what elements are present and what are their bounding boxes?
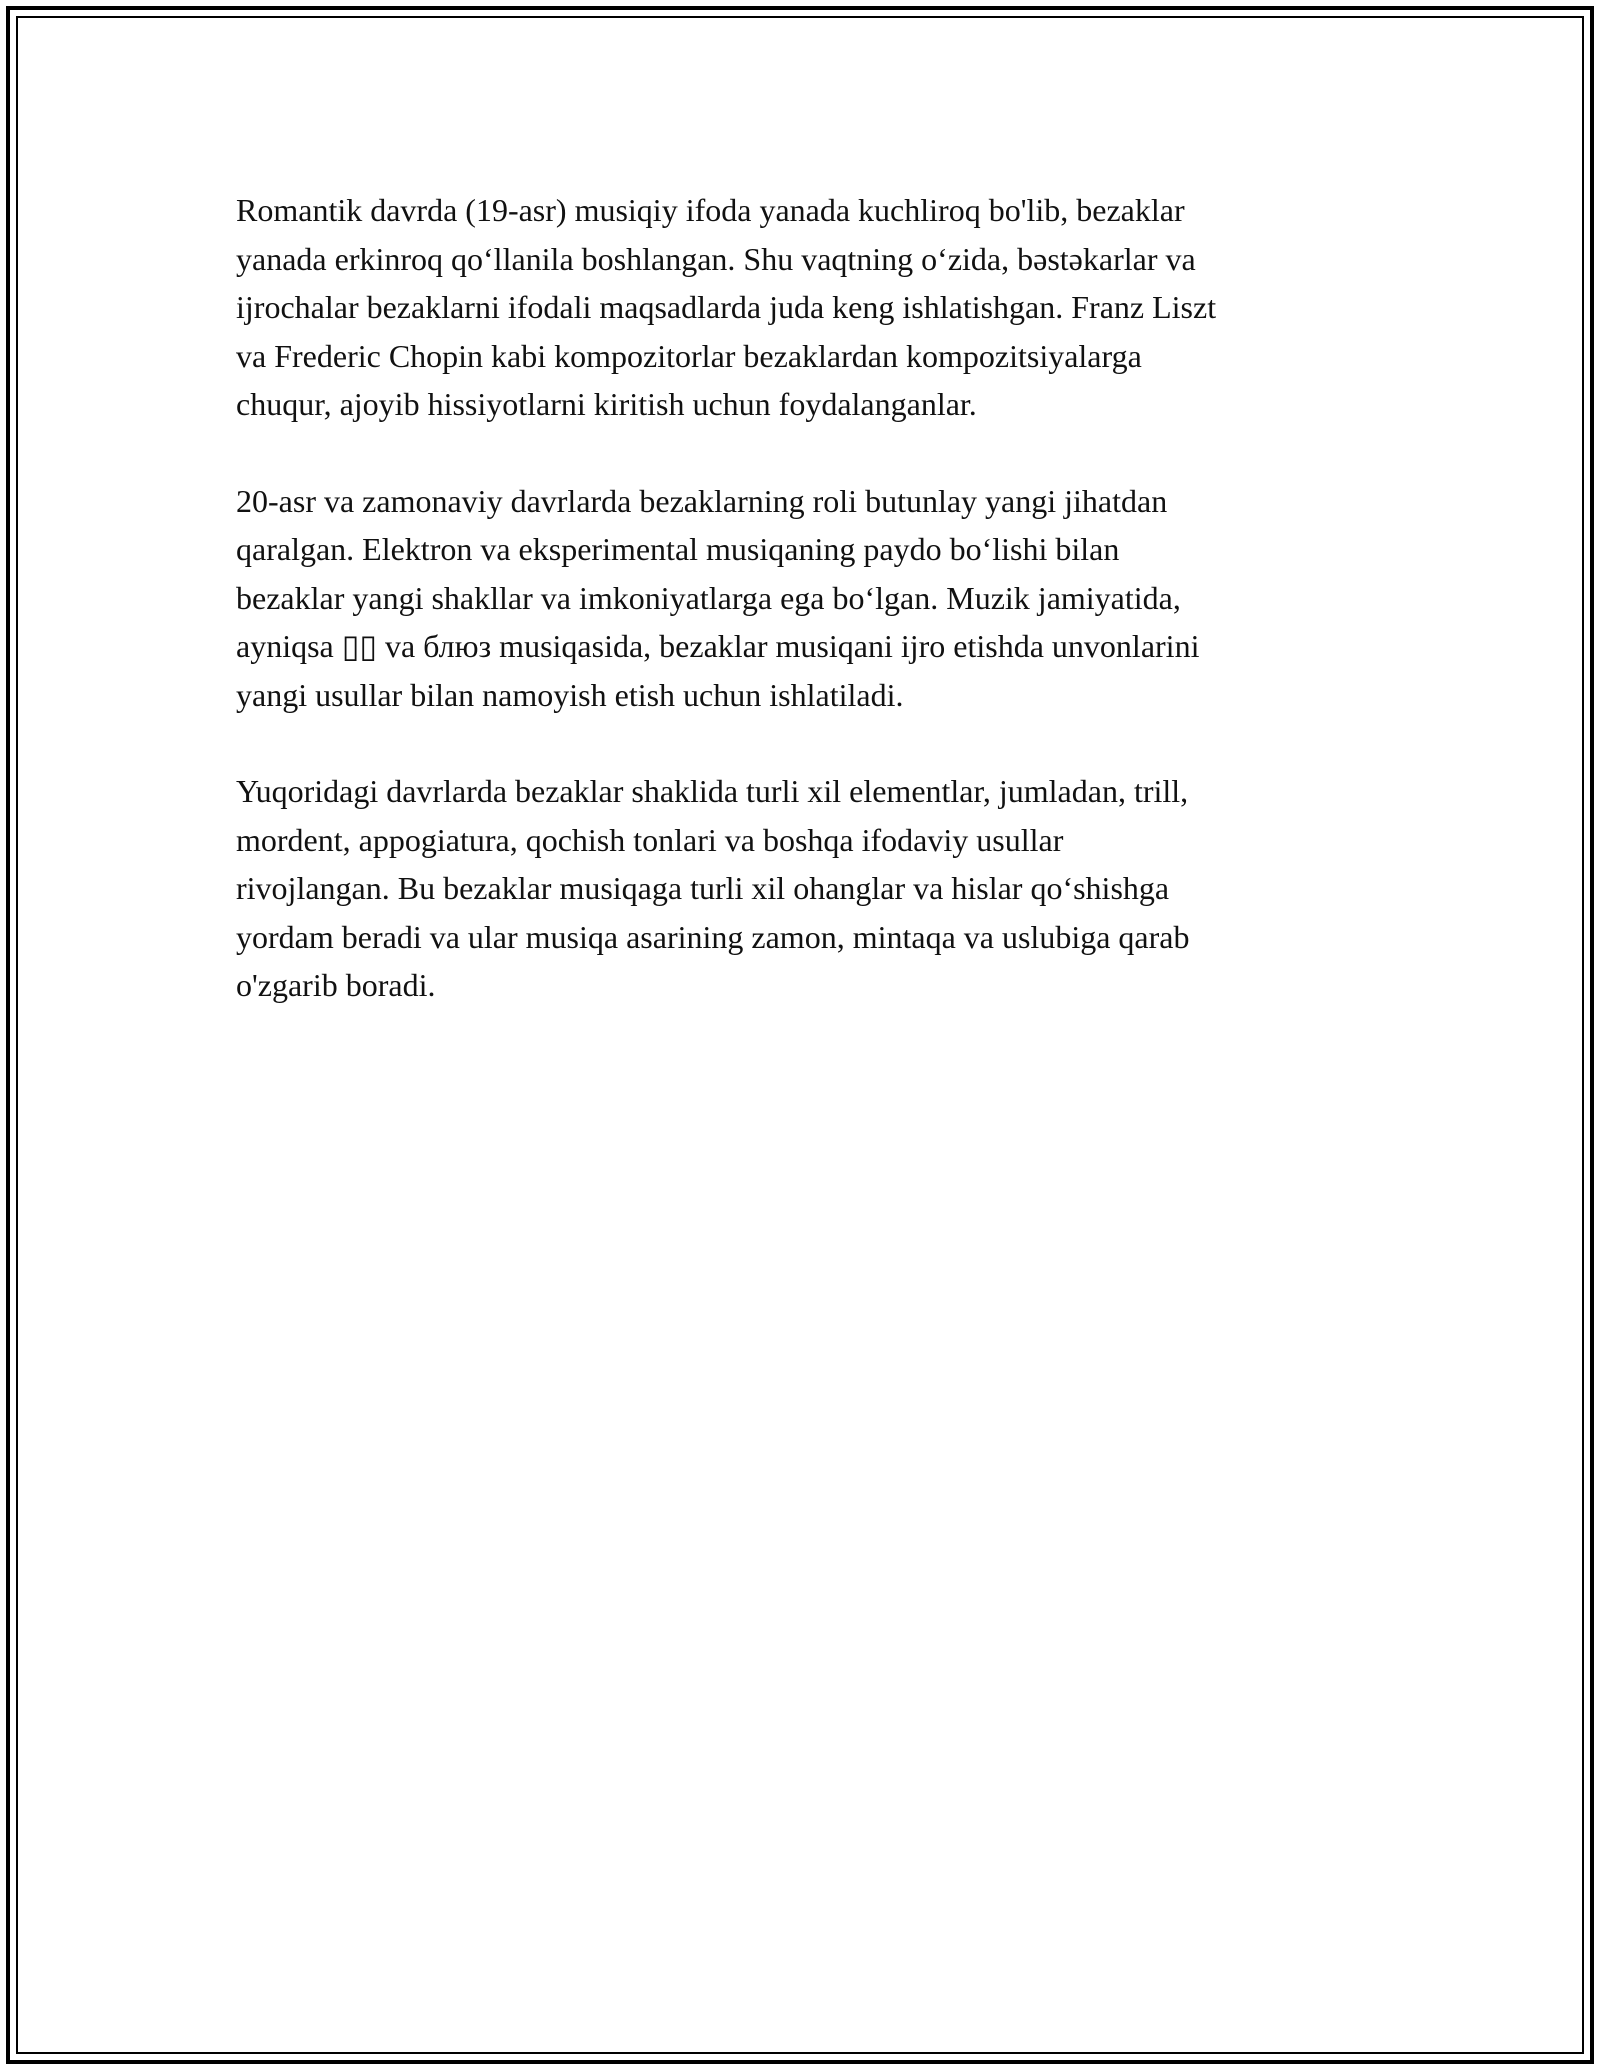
document-body xyxy=(236,186,1366,1058)
paragraph-romantic-era: Romantik davrda (19-asr) musiqiy ifoda yanada kuchliroq bo'lib, bezaklar yanada erkinroq qo‘llanila boshlangan. Shu vaqtning o‘zida, bəstəkarlar va ijrochalar bezaklarni ifodali maqsadlarda juda keng ishlatishgan. Franz Liszt va Frederic Chopin kabi kompozitorlar bezaklardan kompozitsiyalarga chuqur, ajoyib hissiyotlarni kiritish uchun foydalanganlar. xyxy=(236,192,1217,422)
paragraph-ornament-elements: Yuqoridagi davrlarda bezaklar shaklida turli xil elementlar, jumladan, trill, mordent, appogiatura, qochish tonlari va boshqa ifodaviy usullar rivojlangan. Bu bezaklar musiqaga turli xil ohanglar va hislar qo‘shishga yordam beradi va ular musiqa asarining zamon, mintaqa va uslubiga qarab o'zgarib boradi. xyxy=(236,773,1190,1003)
paragraph-20th-century: 20-asr va zamonaviy davrlarda bezaklarning roli butunlay yangi jihatdan qaralgan. Elektron va eksperimental musiqaning paydo bo‘lishi bilan bezaklar yangi shakllar va imkoniyatlarga ega bo‘lgan. Muzik jamiyatida, ayniqsa ▯▯ va блюз musiqasida, bezaklar musiqani ijro etishda unvonlarini yangi usullar bilan namoyish etish uchun ishlatiladi. xyxy=(236,482,1200,713)
